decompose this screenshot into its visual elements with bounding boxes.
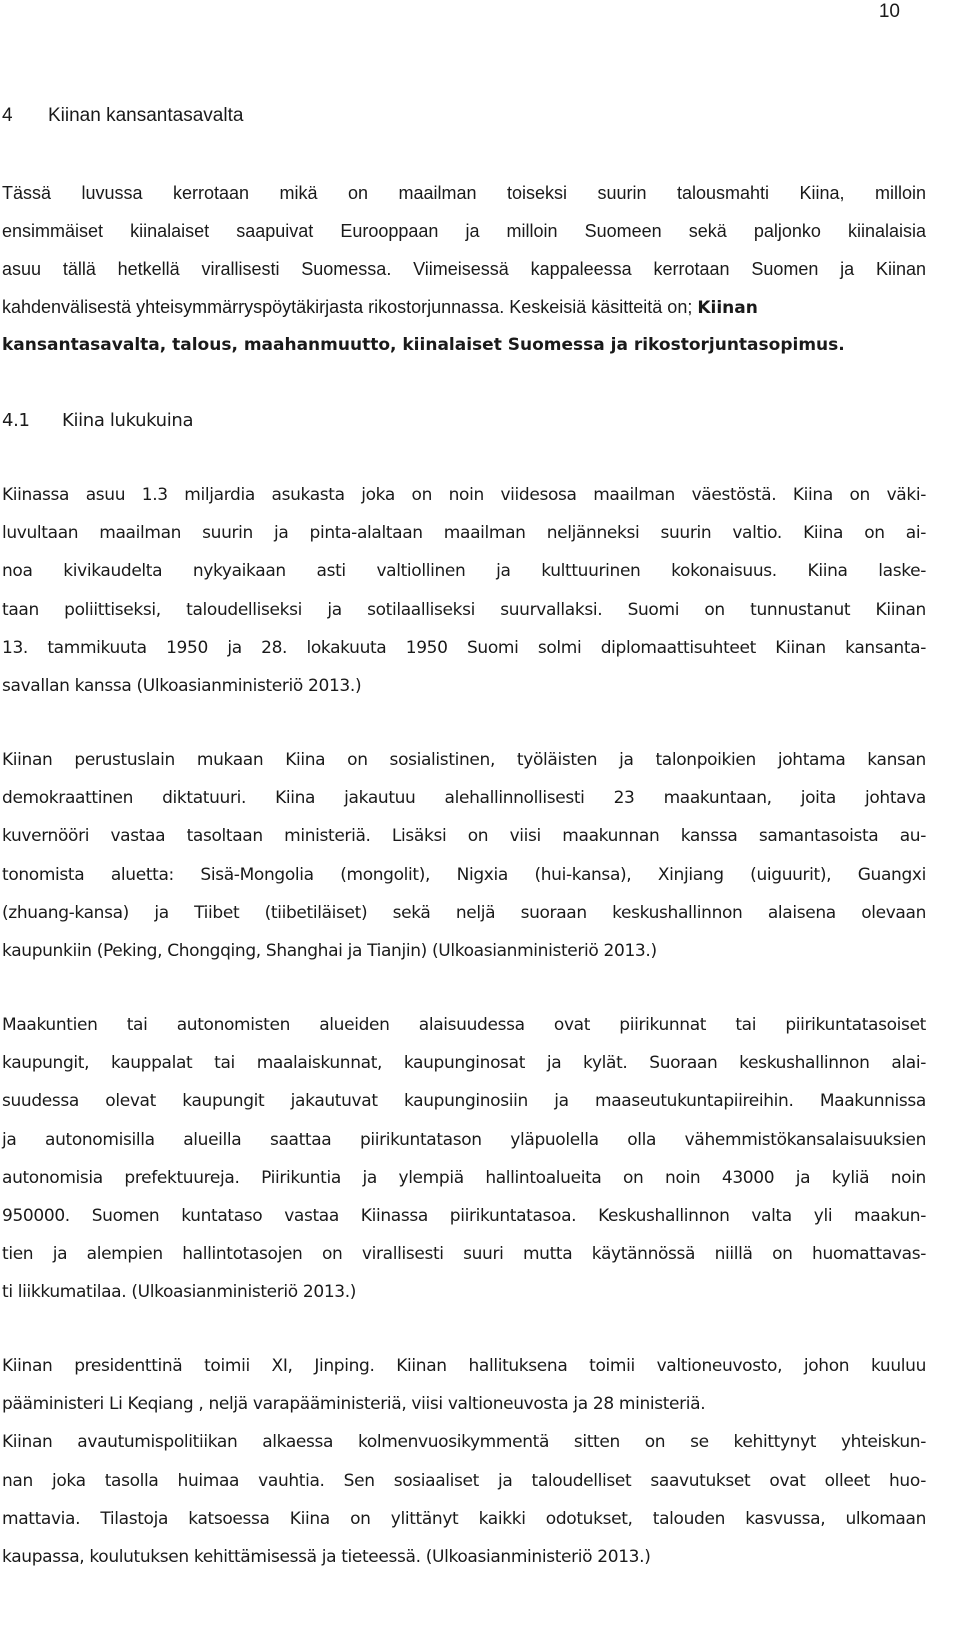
text-line: kaupungit, kauppalat tai maalaiskunnat, kaupunginosat ja kylät. Suoraan keskushallinnon alai- (2, 1053, 926, 1074)
text-line: kaupunkiin (Peking, Chongqing, Shanghai ja Tianjin) (Ulkoasianministeriö 2013.) (2, 940, 657, 961)
text-line: autonomisia prefektuureja. Piirikuntia ja ylempiä hallintoalueita on noin 43000 ja kyliä noin (2, 1167, 926, 1188)
text-line: 950000. Suomen kuntataso vastaa Kiinassa piirikuntatasoa. Keskushallinnon valta yli maakun- (2, 1205, 926, 1226)
text-line: noa kivikaudelta nykyaikaan asti valtiollinen ja kulttuurinen kokonaisuus. Kiina laske- (2, 561, 926, 582)
text-line: nan joka tasolla huimaa vauhtia. Sen sosiaaliset ja taloudelliset saavutukset ovat olleet huo- (2, 1470, 926, 1491)
text-line: tien ja alempien hallintotasojen on virallisesti suuri mutta käytännössä niillä on huomattavas- (2, 1244, 926, 1265)
text-line: kuvernööri vastaa tasoltaan ministeriä. Lisäksi on viisi maakunnan kanssa samantasoista au- (2, 826, 926, 847)
key-concepts-start: Kiinan (697, 298, 758, 318)
text-line: Tässä luvussa kerrotaan mikä on maailman toiseksi suurin talousmahti Kiina, milloin (2, 183, 926, 203)
text-line: mattavia. Tilastoja katsoessa Kiina on ylittänyt kaikki odotukset, talouden kasvussa, ulkomaan (2, 1508, 926, 1529)
key-concepts-lead: Keskeisiä käsitteitä on; (509, 297, 693, 317)
paragraph-3 (2, 1006, 926, 1312)
text-line: Kiinan presidenttinä toimii XI, Jinping. Kiinan hallituksena toimii valtioneuvosto, johon kuuluu (2, 1356, 926, 1376)
text-line: kaupassa, koulutuksen kehittämisessä ja tieteessä. (Ulkoasianministeriö 2013.) (2, 1546, 651, 1567)
text-line: (zhuang-kansa) ja Tiibet (tiibetiläiset) sekä neljä suoraan keskushallinnon alaisena olevaan (2, 902, 926, 923)
chapter-number: 4 (2, 105, 13, 126)
text-line: tonomista aluetta: Sisä-Mongolia (mongolit), Nigxia (hui-kansa), Xinjiang (uiguurit), Guangxi (2, 864, 926, 885)
text-line (2, 288, 926, 326)
text-line: kansantasavalta, talous, maahanmuutto, kiinalaiset Suomessa ja rikostorjuntasopimus. (2, 335, 845, 355)
text-line: taan poliittiseksi, taloudelliseksi ja sotilaalliseksi suurvallaksi. Suomi on tunnustanut Kiinan (2, 599, 926, 620)
intro-paragraph (2, 174, 926, 326)
text-line: pääministeri Li Keqiang , neljä varapääministeriä, viisi valtioneuvosta ja 28 ministeriä. (2, 1394, 706, 1415)
text-line: Kiinan perustuslain mukaan Kiina on sosialistinen, työläisten ja talonpoikien johtama kansan (2, 750, 926, 770)
text-line: Kiinan avautumispolitiikan alkaessa kolmenvuosikymmentä sitten on se kehittynyt yhteiskun- (2, 1432, 926, 1453)
section-heading (2, 402, 193, 440)
section-number: 4.1 (2, 410, 30, 431)
text-line: asuu tällä hetkellä virallisesti Suomessa. Viimeisessä kappaleessa kerrotaan Suomen ja Kiinan (2, 259, 926, 279)
paragraph-4 (2, 1347, 926, 1576)
text-line: ti liikkumatilaa. (Ulkoasianministeriö 2013.) (2, 1282, 357, 1303)
key-concepts-line (2, 326, 926, 364)
chapter-heading (2, 97, 243, 135)
text-line: demokraattinen diktatuuri. Kiina jakautuu alehallinnollisesti 23 maakuntaan, joita johtava (2, 788, 926, 809)
text-line: Maakuntien tai autonomisten alueiden alaisuudessa ovat piirikunnat tai piirikuntatasoiset (2, 1015, 926, 1035)
paragraph-2 (2, 741, 926, 970)
page-number: 10 (878, 1, 900, 22)
text-line: luvultaan maailman suurin ja pinta-alaltaan maailman neljänneksi suurin valtio. Kiina on ai- (2, 523, 926, 544)
text-line: ensimmäiset kiinalaiset saapuivat Eurooppaan ja milloin Suomeen sekä paljonko kiinalaisia (2, 221, 926, 241)
section-title: Kiina lukukuina (62, 410, 194, 431)
text-line: ja autonomisilla alueilla saattaa piirikuntatason yläpuolella olla vähemmistökansalaisuuksien (2, 1129, 926, 1150)
paragraph-1 (2, 476, 926, 705)
intro-line-4: kahdenvälisestä yhteisymmärryspöytäkirjasta rikostorjunnassa. (2, 297, 505, 317)
text-line: suudessa olevat kaupungit jakautuvat kaupunginosiin ja maaseutukuntapiireihin. Maakunnissa (2, 1091, 926, 1112)
text-line: savallan kanssa (Ulkoasianministeriö 2013.) (2, 675, 362, 696)
chapter-title: Kiinan kansantasavalta (48, 105, 244, 126)
text-line: 13. tammikuuta 1950 ja 28. lokakuuta 1950 Suomi solmi diplomaattisuhteet Kiinan kansanta- (2, 637, 926, 658)
text-line: Kiinassa asuu 1.3 miljardia asukasta joka on noin viidesosa maailman väestöstä. Kiina on väki- (2, 485, 926, 505)
